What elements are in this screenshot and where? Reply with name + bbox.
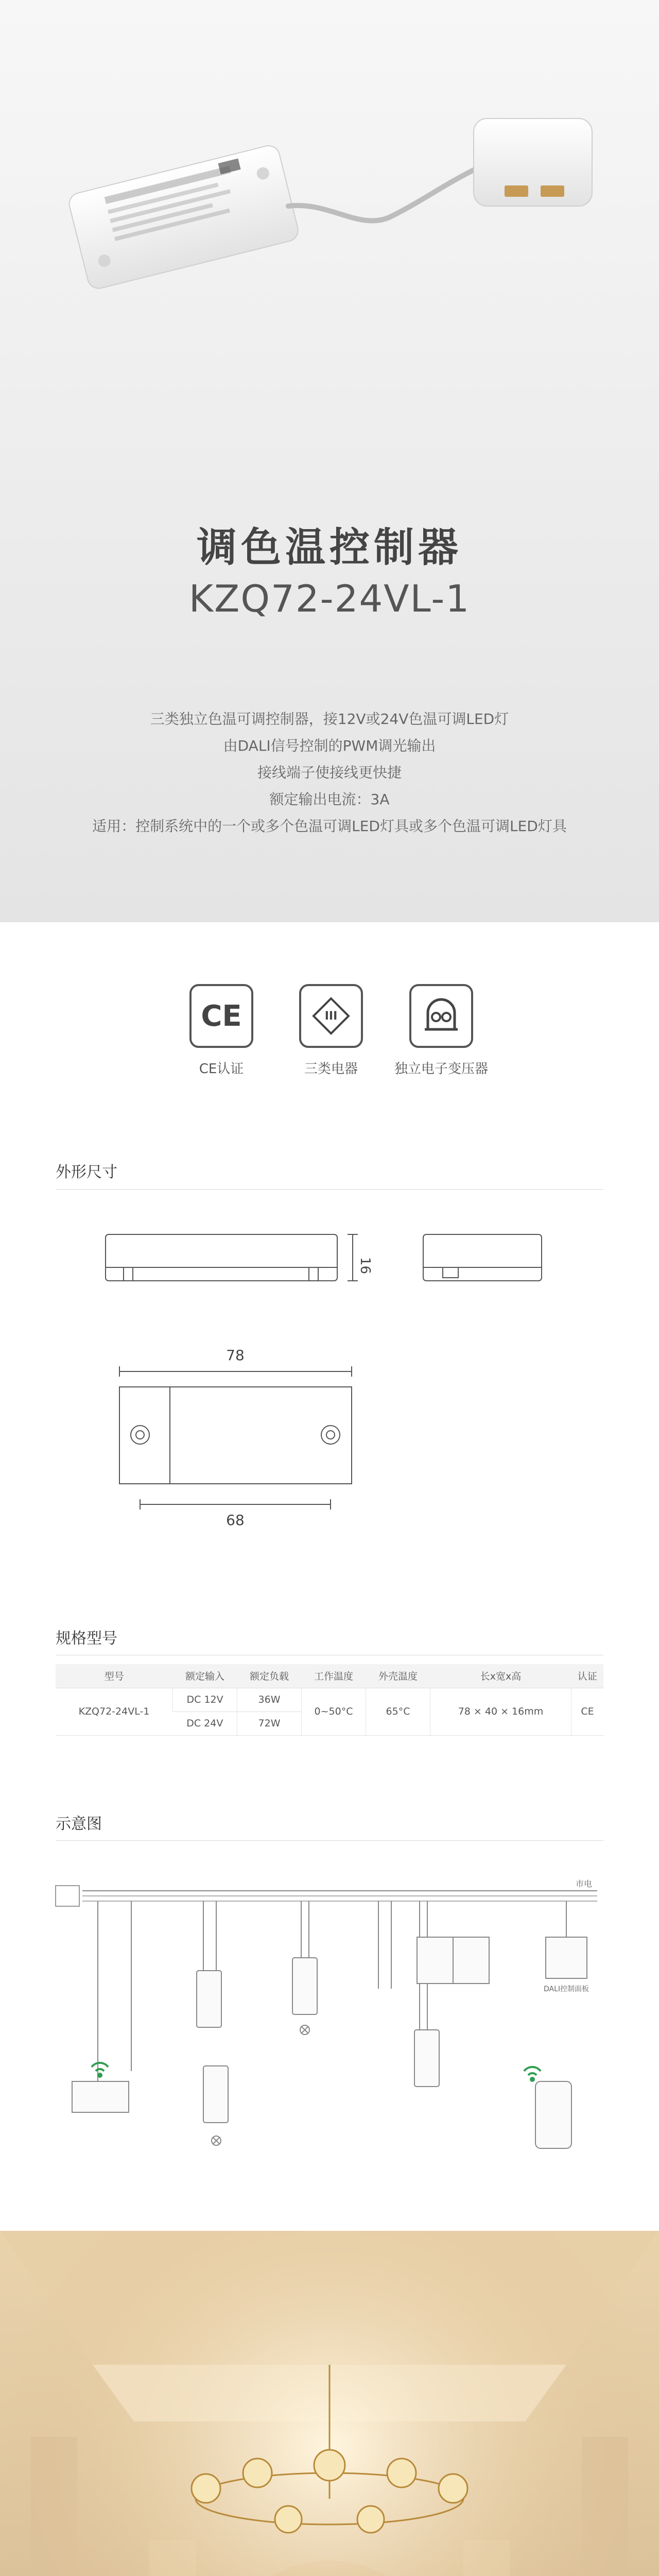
spec-table bbox=[56, 1664, 603, 1736]
feature-list bbox=[0, 706, 659, 840]
interior-scene-image bbox=[0, 2231, 659, 2576]
feature-item: 三类独立色温可调控制器，接12V或24V色温可调LED灯 bbox=[150, 710, 509, 727]
height-dimension-label: 16 bbox=[357, 1257, 373, 1275]
table-row bbox=[56, 1688, 603, 1711]
section-title-schematic: 示意图 bbox=[56, 1815, 102, 1833]
certifications bbox=[0, 984, 659, 1092]
panel-label: DALI控制面板 bbox=[543, 1985, 589, 1993]
cell-size: 78 × 40 × 16mm bbox=[430, 1688, 571, 1735]
table-header: 额定输入 bbox=[173, 1664, 237, 1688]
section-title-spec: 规格型号 bbox=[56, 1630, 117, 1648]
cert-label: 三类电器 bbox=[304, 1061, 358, 1077]
class-iii-icon: III bbox=[299, 984, 363, 1048]
cell-work-temp: 0~50°C bbox=[302, 1688, 366, 1735]
ce-mark-icon: CE bbox=[189, 984, 253, 1048]
power-label: 市电 bbox=[575, 1879, 592, 1889]
hole-distance-label: 68 bbox=[226, 1512, 245, 1529]
table-header: 外壳温度 bbox=[366, 1664, 430, 1688]
product-image bbox=[0, 77, 659, 438]
product-title: 调色温控制器 bbox=[196, 524, 462, 571]
table-header: 长x宽x高 bbox=[430, 1664, 571, 1688]
cell-load: 36W bbox=[237, 1688, 302, 1711]
dimension-drawing bbox=[0, 1206, 659, 1546]
cell-model: KZQ72-24VL-1 bbox=[56, 1688, 173, 1735]
cell-cert: CE bbox=[571, 1688, 603, 1735]
feature-item: 额定输出电流：3A bbox=[269, 791, 390, 808]
cert-label: CE认证 bbox=[199, 1061, 244, 1077]
wifi-icon bbox=[92, 2063, 541, 2081]
divider bbox=[56, 1840, 603, 1841]
cert-label: 独立电子变压器 bbox=[394, 1061, 488, 1077]
table-header: 额定负载 bbox=[237, 1664, 302, 1688]
feature-item: 适用：控制系统中的一个或多个色温可调LED灯具或多个色温可调LED灯具 bbox=[92, 818, 567, 835]
table-header: 认证 bbox=[571, 1664, 603, 1688]
cell-input: DC 24V bbox=[173, 1711, 237, 1735]
table-header: 型号 bbox=[56, 1664, 173, 1688]
cell-load: 72W bbox=[237, 1711, 302, 1735]
cell-case-temp: 65°C bbox=[366, 1688, 430, 1735]
cert-transformer bbox=[374, 984, 508, 1077]
cell-input: DC 12V bbox=[173, 1688, 237, 1711]
divider bbox=[56, 1189, 603, 1190]
feature-item: 由DALI信号控制的PWM调光输出 bbox=[223, 737, 436, 754]
feature-item: 接线端子使接线更快捷 bbox=[257, 764, 402, 781]
hero-section bbox=[0, 0, 659, 922]
table-header-row bbox=[56, 1664, 603, 1688]
wiring-diagram bbox=[0, 1860, 659, 2190]
table-header: 工作温度 bbox=[302, 1664, 366, 1688]
product-model: KZQ72-24VL-1 bbox=[188, 577, 471, 620]
section-title-dimensions: 外形尺寸 bbox=[56, 1163, 117, 1181]
independent-transformer-icon bbox=[409, 984, 473, 1048]
length-dimension-label: 78 bbox=[226, 1347, 245, 1364]
